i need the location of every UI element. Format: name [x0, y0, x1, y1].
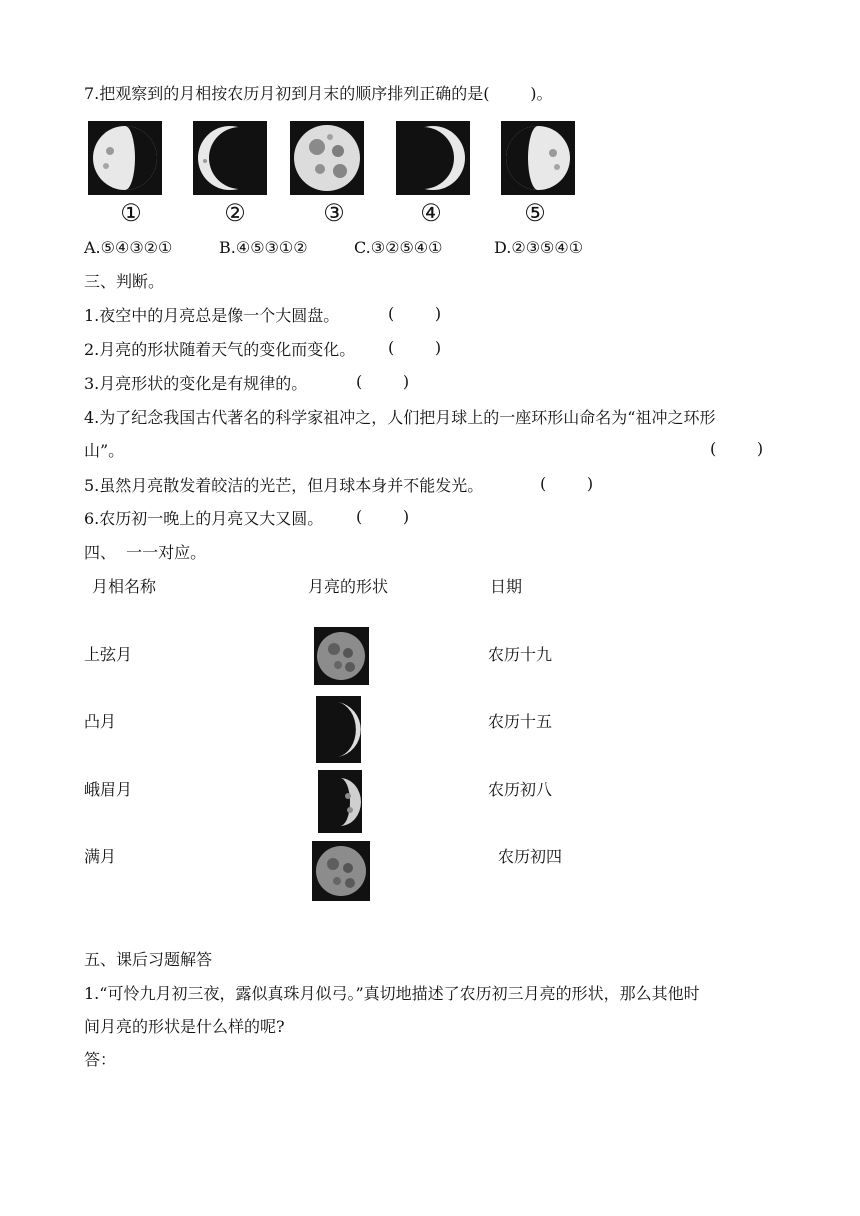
judge-paren-6[interactable]: ( ): [356, 507, 410, 526]
judge-item-6: 6.农历初一晚上的月亮又大又圆。: [84, 509, 324, 528]
full-moon-icon[interactable]: [314, 627, 369, 685]
gibbous-moon-icon[interactable]: [318, 770, 362, 833]
date-4[interactable]: 农历初四: [498, 847, 563, 866]
moon-phase-4-icon: [396, 121, 470, 195]
section5-q1-line2: 间月亮的形状是什么样的呢?: [84, 1017, 285, 1036]
phase-name-1[interactable]: 上弦月: [84, 645, 133, 664]
option-d[interactable]: D.②③⑤④①: [494, 238, 584, 257]
date-2[interactable]: 农历十五: [488, 712, 553, 731]
section5-title: 五、课后习题解答: [84, 950, 213, 969]
judge-item-1: 1.夜空中的月亮总是像一个大圆盘。: [84, 306, 340, 325]
moon-phase-2-icon: [193, 121, 267, 195]
section5-q1-line1: 1.“可怜九月初三夜，露似真珠月似弓。”真切地描述了农历初三月亮的形状，那么其他时: [84, 984, 700, 1003]
judge-item-4-cont: 山”。: [84, 441, 125, 460]
moon-label-3: ③: [323, 199, 345, 227]
judge-paren-2[interactable]: ( ): [388, 338, 442, 357]
judge-item-5: 5.虽然月亮散发着皎洁的光芒，但月球本身并不能发光。: [84, 476, 484, 495]
q7-question: 7.把观察到的月相按农历月初到月末的顺序排列正确的是( )。: [84, 84, 553, 103]
answer-label: 答：: [84, 1050, 117, 1069]
judge-paren-3[interactable]: ( ): [356, 372, 410, 391]
moon-phase-1-icon: [88, 121, 162, 195]
moon-label-1: ①: [120, 199, 142, 227]
phase-name-2[interactable]: 凸月: [84, 712, 117, 731]
header-date: 日期: [490, 577, 523, 596]
phase-name-4[interactable]: 满月: [84, 847, 117, 866]
date-3[interactable]: 农历初八: [488, 780, 553, 799]
option-b[interactable]: B.④⑤③①②: [219, 238, 308, 257]
moon-label-5: ⑤: [524, 199, 546, 227]
judge-item-3: 3.月亮形状的变化是有规律的。: [84, 374, 308, 393]
moon-phase-3-icon: [290, 121, 364, 195]
judge-item-2: 2.月亮的形状随着天气的变化而变化。: [84, 340, 356, 359]
section4-title: 四、 一一对应。: [84, 543, 207, 562]
header-phase-name: 月相名称: [92, 577, 157, 596]
judge-paren-1[interactable]: ( ): [388, 304, 442, 323]
option-c[interactable]: C.③②⑤④①: [354, 238, 443, 257]
moon-label-2: ②: [224, 199, 246, 227]
section3-title: 三、判断。: [84, 272, 165, 291]
judge-item-4: 4.为了纪念我国古代著名的科学家祖冲之，人们把月球上的一座环形山命名为“祖冲之环形: [84, 408, 716, 427]
phase-name-3[interactable]: 峨眉月: [84, 780, 133, 799]
moon-label-4: ④: [420, 199, 442, 227]
date-1[interactable]: 农历十九: [488, 645, 553, 664]
judge-paren-5[interactable]: ( ): [540, 474, 594, 493]
header-moon-shape: 月亮的形状: [308, 577, 389, 596]
judge-paren-4[interactable]: ( ): [710, 439, 764, 458]
crescent-moon-icon[interactable]: [316, 696, 361, 763]
moon-phase-5-icon: [501, 121, 575, 195]
option-a[interactable]: A.⑤④③②①: [84, 238, 173, 257]
full-moon-icon[interactable]: [312, 841, 370, 901]
